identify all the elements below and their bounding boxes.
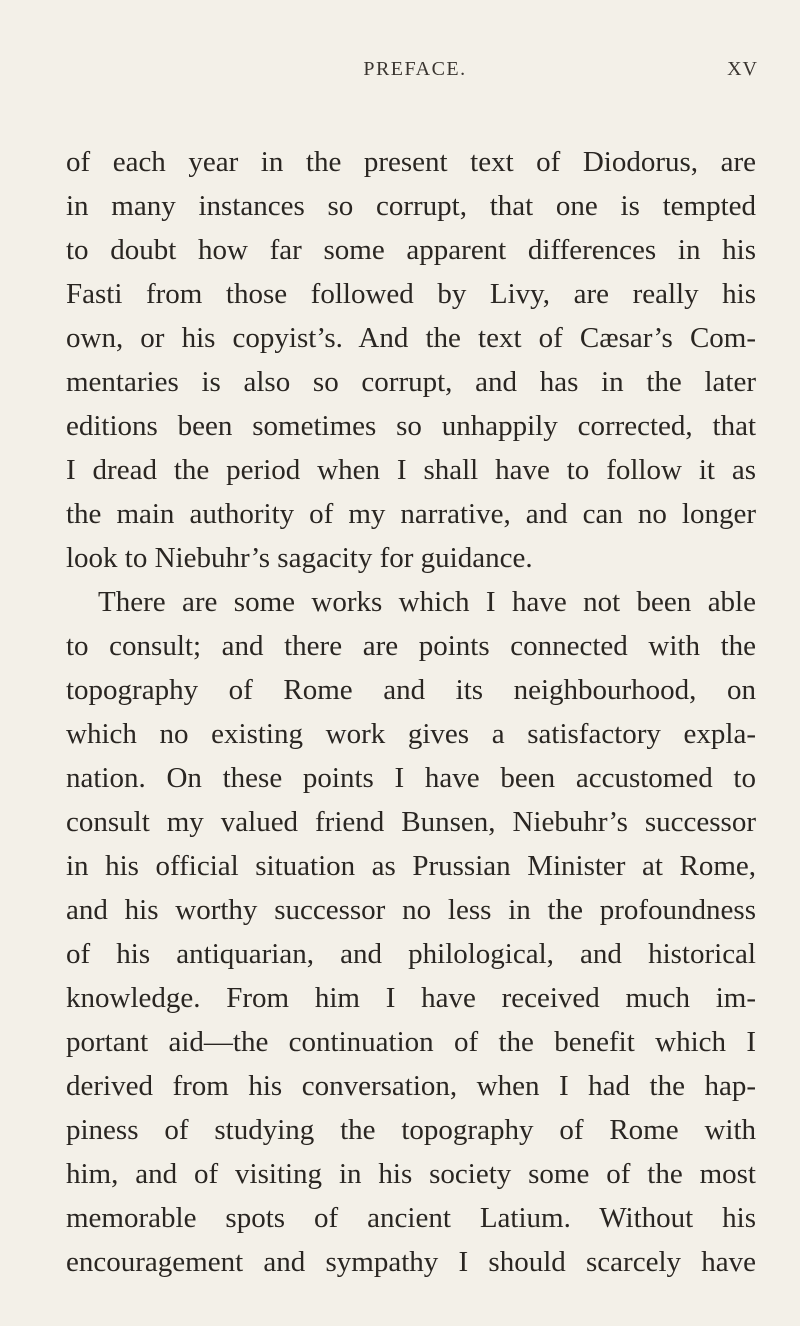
text-line: encouragement and sympathy I should scarcely have — [66, 1246, 756, 1278]
text-line: editions been sometimes so unhappily corrected, that — [66, 410, 756, 442]
text-line: in many instances so corrupt, that one is tempted — [66, 190, 756, 222]
text-line: and his worthy successor no less in the profoundness — [66, 894, 756, 926]
body-text — [66, 140, 756, 1284]
text-line: memorable spots of ancient Latium. Without his — [66, 1202, 756, 1234]
text-line: I dread the period when I shall have to follow it as — [66, 454, 756, 486]
text-line: in his official situation as Prussian Minister at Rome, — [66, 850, 756, 882]
text-line: to doubt how far some apparent differences in his — [66, 234, 756, 266]
text-line: There are some works which I have not been able — [98, 586, 756, 618]
text-line: consult my valued friend Bunsen, Niebuhr’s successor — [66, 806, 756, 838]
text-line: which no existing work gives a satisfactory expla- — [66, 718, 756, 750]
running-head — [72, 58, 758, 84]
text-line: him, and of visiting in his society some of the most — [66, 1158, 756, 1190]
text-line: of each year in the present text of Diodorus, are — [66, 146, 756, 178]
text-line: the main authority of my narrative, and can no longer — [66, 498, 756, 530]
text-line: portant aid—the continuation of the benefit which I — [66, 1026, 756, 1058]
text-line: of his antiquarian, and philological, and historical — [66, 938, 756, 970]
text-line: derived from his conversation, when I had the hap- — [66, 1070, 756, 1102]
text-line: mentaries is also so corrupt, and has in the later — [66, 366, 756, 398]
text-line: own, or his copyist’s. And the text of Cæsar’s Com- — [66, 322, 756, 354]
text-line: piness of studying the topography of Rome with — [66, 1114, 756, 1146]
text-line: knowledge. From him I have received much im- — [66, 982, 756, 1014]
text-line: topography of Rome and its neighbourhood, on — [66, 674, 756, 706]
running-head-title: PREFACE. — [363, 58, 467, 80]
text-line: nation. On these points I have been accustomed to — [66, 762, 756, 794]
text-line: look to Niebuhr’s sagacity for guidance. — [66, 542, 533, 574]
text-line: to consult; and there are points connected with the — [66, 630, 756, 662]
text-line: Fasti from those followed by Livy, are really his — [66, 278, 756, 310]
page-number: XV — [727, 58, 758, 80]
